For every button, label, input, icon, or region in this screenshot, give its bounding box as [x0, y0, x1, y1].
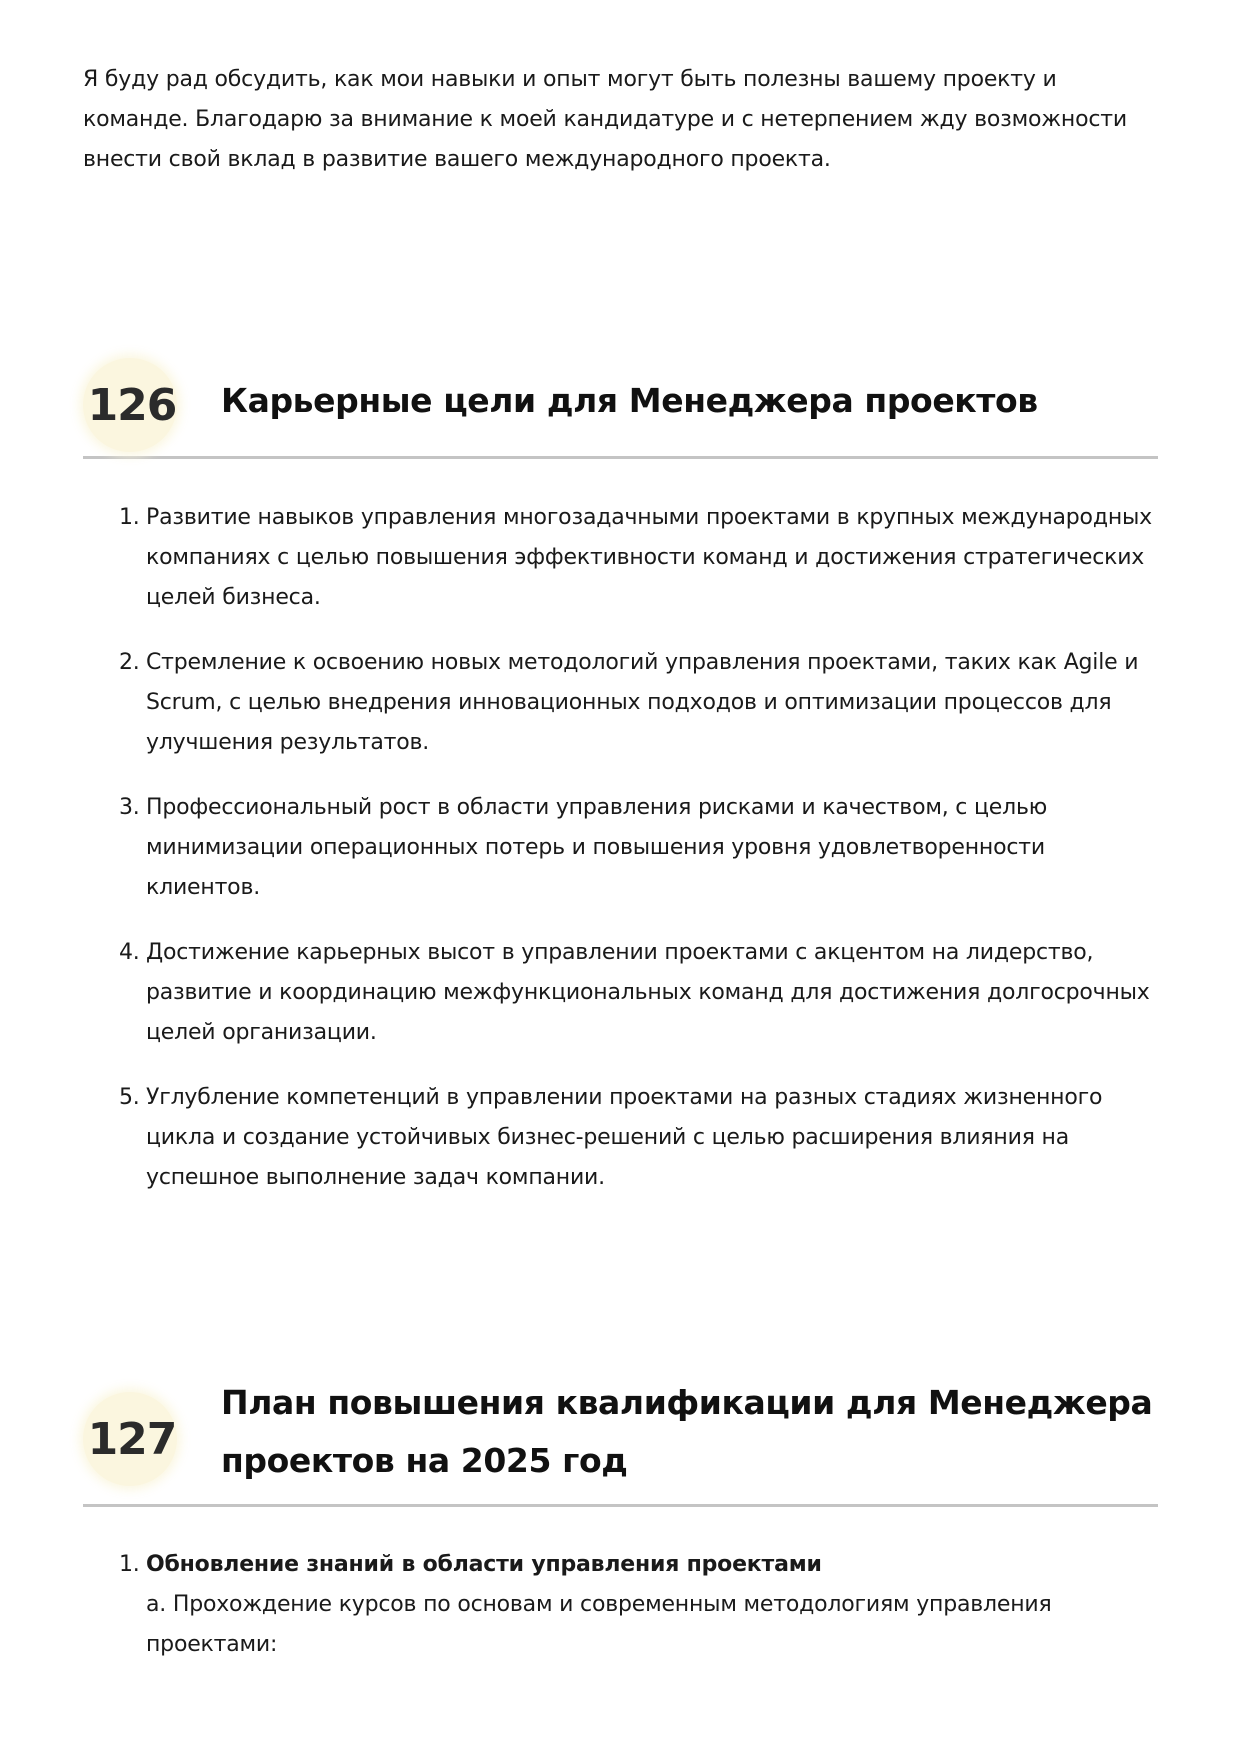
- list-item-number: 1.: [119, 1552, 140, 1577]
- list-item: [83, 498, 1158, 618]
- list-item-text: Развитие навыков управления многозадачными проектами в крупных международных компаниях с целью повышения эффективности команд и достижения стратегических целей бизнеса.: [146, 505, 1153, 610]
- section-number: 126: [87, 379, 177, 431]
- list-item: [83, 643, 1158, 763]
- list-item-number: 1.: [119, 505, 140, 530]
- section-title: План повышения квалификации для Менеджера проектов на 2025 год: [221, 1383, 1153, 1480]
- list-item-number: 4.: [119, 940, 140, 965]
- list-item: [83, 1545, 1158, 1665]
- list-item: [83, 1078, 1158, 1198]
- section-header-126: [83, 352, 1158, 459]
- list-item-number: 2.: [119, 650, 140, 675]
- section-number-badge: [83, 1392, 177, 1486]
- section-number-badge: [83, 358, 177, 452]
- list-item-heading: Обновление знаний в области управления проектами: [146, 1552, 822, 1577]
- section-number: 127: [87, 1413, 177, 1465]
- list-item-text: Стремление к освоению новых методологий управления проектами, таких как Agile и Scrum, с целью внедрения инновационных подходов и оптимизации процессов для улучшения результатов.: [146, 650, 1139, 755]
- list-item-text: Углубление компетенций в управлении проектами на разных стадиях жизненного цикла и создание устойчивых бизнес-решений с целью расширения влияния на успешное выполнение задач компании.: [146, 1085, 1103, 1190]
- training-plan-list: [83, 1545, 1158, 1665]
- list-item: [83, 933, 1158, 1053]
- section-header-127: [83, 1370, 1158, 1507]
- list-item-number: 5.: [119, 1085, 140, 1110]
- list-item: [83, 788, 1158, 908]
- intro-paragraph: Я буду рад обсудить, как мои навыки и опыт могут быть полезны вашему проекту и команде. Благодарю за внимание к моей кандидатуре и с нетерпением жду возможности внести свой вклад в развитие вашего международного проекта.: [83, 67, 1127, 172]
- section-title: Карьерные цели для Менеджера проектов: [221, 381, 1038, 420]
- list-item-number: 3.: [119, 795, 140, 820]
- list-item-subpoint: a. Прохождение курсов по основам и современным методологиям управления проектами:: [146, 1592, 1052, 1657]
- list-item-text: Профессиональный рост в области управления рисками и качеством, с целью минимизации операционных потерь и повышения уровня удовлетворенности клиентов.: [146, 795, 1048, 900]
- list-item-text: Достижение карьерных высот в управлении проектами с акцентом на лидерство, развитие и координацию межфункциональных команд для достижения долгосрочных целей организации.: [146, 940, 1150, 1045]
- career-goals-list: [83, 498, 1158, 1223]
